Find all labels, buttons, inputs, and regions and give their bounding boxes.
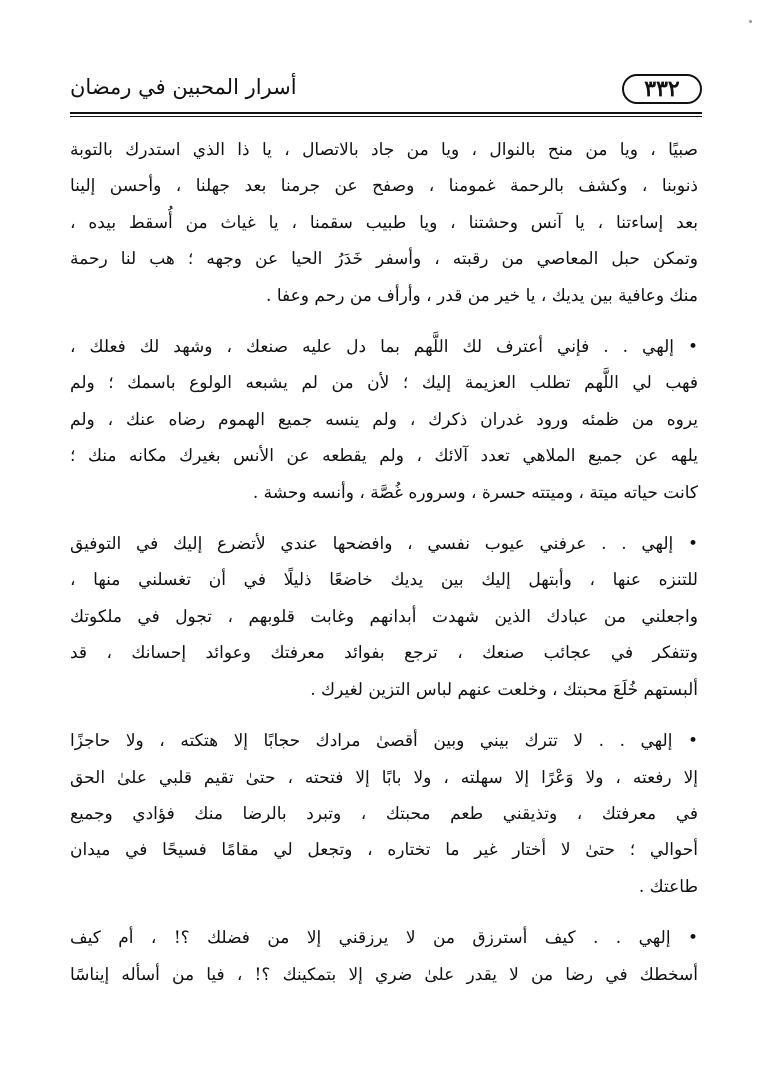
text-line: إلا رفعته ، ولا وَعْرًا إلا سهلته ، ولا بابًا إلا فتحته ، حتىٰ تقيم قلبي علىٰ الحق <box>70 767 698 788</box>
text-line: للتنزه عنها ، وأبتهل إليك بين يديك خاضعًا ذليلًا في أن تغسلني منها ، <box>70 570 698 591</box>
text-line: أحوالي ؛ حتىٰ لا أختار غير ما تختاره ، وتجعل لي مقامًا فسيحًا في ميدان <box>70 840 698 861</box>
text-line: ألبستهم خُلَعَ محبتك ، وخلعت عنهم لباس التزين لغيرك . <box>310 679 698 700</box>
text-line: يروه من ظمئه ورود غدران ذكرك ، ولم ينسه جميع الهموم رضاه عنك ، ولم <box>70 409 698 430</box>
text-line: طاعتك . <box>638 876 698 897</box>
text-line: في معرفتك ، وتذيقني طعم محبتك ، وتبرد بالرضا منك فؤادي وجميع <box>70 803 698 824</box>
scan-speck <box>749 20 752 23</box>
paragraph-5 <box>70 920 698 993</box>
text-line: فهب لي اللَّهم تطلب العزيمة إليك ؛ لأن من لم يشبعه الولوع باسمك ؛ ولم <box>70 373 698 394</box>
text-line: صبيًا ، ويا من منح بالنوال ، ويا من جاد بالاتصال ، يا ذا الذي استدرك بالتوبة <box>70 140 698 160</box>
text-line: وتتفكر في عجائب صنعك ، ترجع بفوائد معرفتك وعوائد إحسانك ، قد <box>70 643 698 664</box>
body-text <box>70 132 698 1008</box>
paragraph-3 <box>70 526 698 708</box>
page-number-frame <box>622 74 702 104</box>
text-line: • إلهي . . فإني أعترف لك اللَّهم بما دل عليه صنعك ، وشهد لك فعلك ، <box>70 337 698 358</box>
paragraph-2 <box>70 329 698 511</box>
text-line: وتمكن حبل المعاصي من رقبته ، وأسفر خَدَرُ الحيا عن وجهه ؛ هب لنا رحمة <box>70 249 698 270</box>
header-rule <box>70 112 702 114</box>
text-line: يلهه عن جميع الملاهي تعدد آلائك ، ولم يقطعه عن الأنس بغيرك مكانه منك ؛ <box>70 446 698 467</box>
page-header <box>70 66 702 110</box>
text-line: أسخطك في رضا من لا يقدر علىٰ ضري إلا بتمكينك ؟! ، فيا من أسأله إيناسًا <box>70 964 698 985</box>
running-title: أسرار المحبين في رمضان <box>70 75 297 99</box>
page-number: ٣٣٢ <box>644 76 680 102</box>
text-line: بعد إساءتنا ، يا آنس وحشتنا ، ويا طبيب سقمنا ، يا غياث من أُسقط بيده ، <box>70 212 698 233</box>
text-line: منك وعافية بين يديك ، يا خير من قدر ، وأرأف من رحم وعفا . <box>266 285 698 306</box>
text-line: • إلهي . . كيف أسترزق من لا يرزقني إلا من فضلك ؟! ، أم كيف <box>70 928 698 949</box>
text-line: • إلهي . . عرفني عيوب نفسي ، وافضحها عندي لأتضرع إليك في التوفيق <box>70 534 698 555</box>
text-line: واجعلني من عبادك الذين شهدت أبدانهم وغابت قلوبهم ، تجول في ملكوتك <box>70 606 698 627</box>
text-line: كانت حياته ميتة ، وميتته حسرة ، وسروره غُصَّة ، وأنسه وحشة . <box>252 482 698 503</box>
text-line: ذنوبنا ، وكشف بالرحمة غمومنا ، وصفح عن جرمنا بعد جهلنا ، وأحسن إلينا <box>70 176 698 197</box>
paragraph-4 <box>70 723 698 905</box>
header-rule-thin <box>70 116 702 117</box>
text-line: • إلهي . . لا تترك بيني وبين أقصىٰ مرادك حجابًا إلا هتكته ، ولا حاجزًا <box>70 731 698 752</box>
paragraph-1 <box>70 132 698 314</box>
